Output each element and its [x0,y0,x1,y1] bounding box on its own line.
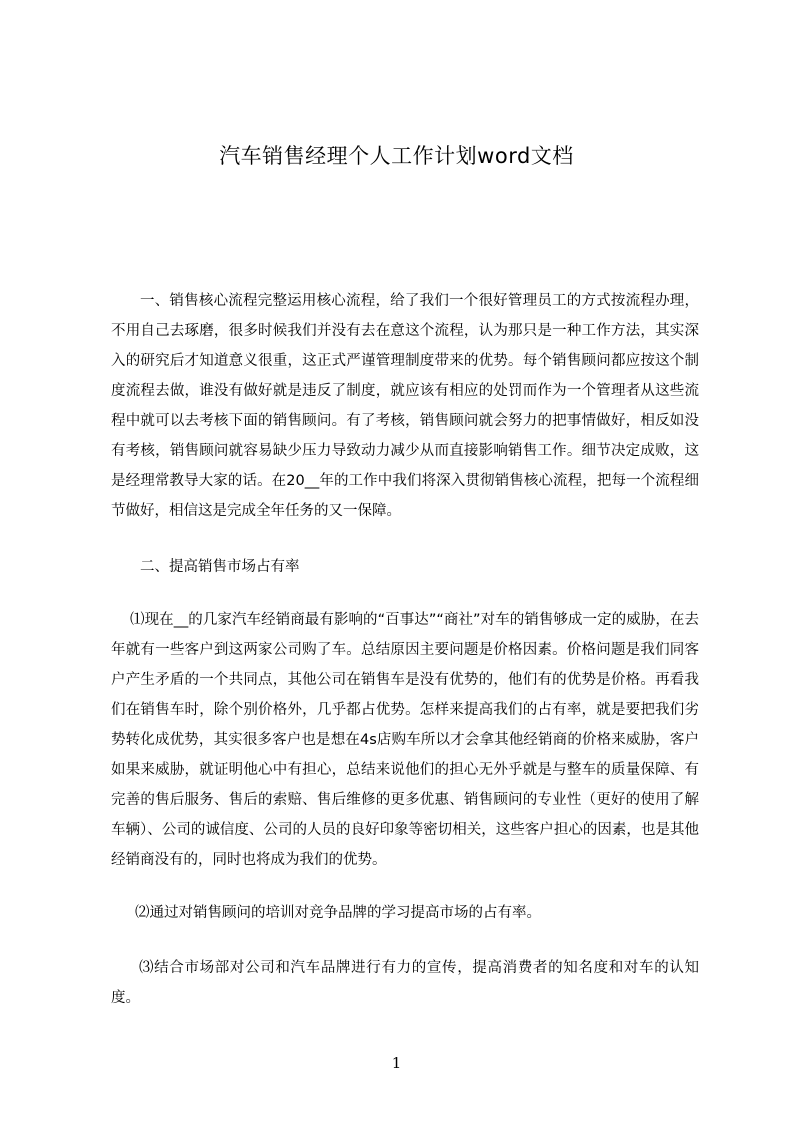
paragraph-competition: ⑴现在__的几家汽车经销商最有影响的“百事达”“商社”对车的销售够成一定的威胁，在去年就有一些客户到这两家公司购了车。总结原因主要问题是价格因素。价格问题是我们同客户产生矛盾的一个共同点，其他公司在销售车是没有优势的，他们有的优势是价格。再看我们在销售车时，除个别价格外，几乎都占优势。怎样来提高我们的占有率，就是要把我们劣势转化成优势，其实很多客户也是想在4s店购车所以才会拿其他经销商的价格来威胁，客户如果来威胁，就证明他心中有担心，总结来说他们的担心无外乎就是与整车的质量保障、有完善的售后服务、售后的索赔、售后维修的更多优惠、销售顾问的专业性（更好的使用了解车辆）、公司的诚信度、公司的人员的良好印象等密切相关，这些客户担心的因素，也是其他经销商没有的，同时也将成为我们的优势。 [111,612,699,868]
paragraph-training: ⑵通过对销售顾问的培训对竞争品牌的学习提高市场的占有率。 [135,905,541,921]
page-number: 1 [391,1054,402,1072]
section-heading-market-share: 二、提高销售市场占有率 [140,559,300,575]
document-title: 汽车销售经理个人工作计划word文档 [219,144,574,168]
paragraph-sales-process: 一、销售核心流程完整运用核心流程，给了我们一个很好管理员工的方式按流程办理，不用自己去琢磨，很多时候我们并没有去在意这个流程，认为那只是一种工作方法，其实深入的研究后才知道意义很重，这正式严谨管理制度带来的优势。每个销售顾问都应按这个制度流程去做，谁没有做好就是违反了制度，就应该有相应的处罚而作为一个管理者从这些流程中就可以去考核下面的销售顾问。有了考核，销售顾问就会努力的把事情做好，相反如没有考核，销售顾问就容易缺少压力导致动力减少从而直接影响销售工作。细节决定成败，这是经理常教导大家的话。在20__年的工作中我们将深入贯彻销售核心流程，把每一个流程细节做好，相信这是完成全年任务的又一保障。 [111,293,699,519]
paragraph-marketing: ⑶结合市场部对公司和汽车品牌进行有力的宣传，提高消费者的知名度和对车的认知度。 [111,960,699,1006]
